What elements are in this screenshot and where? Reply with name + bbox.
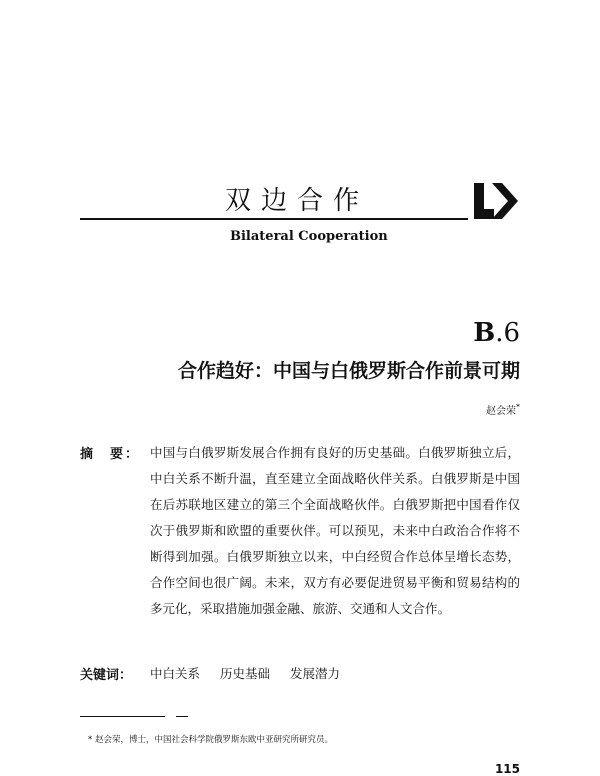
abstract-text: 中国与白俄罗斯发展合作拥有良好的历史基础。白俄罗斯独立后，中白关系不断升温，直至建立全面战略伙伴关系。白俄罗斯是中国在后苏联地区建立的第三个全面战略伙伴。白俄罗斯把中国看作仅次于俄罗斯和欧盟的重要伙伴。可以预见，未来中白政治合作将不断得到加强。白俄罗斯独立以来，中白经贸合作总体呈增长态势，合作空间也很广阔。未来，双方有必要促进贸易平衡和贸易结构的多元化，采取措施加强金融、旅游、交通和人文合作。 (150, 445, 520, 616)
keyword-item: 历史基础 (220, 666, 271, 681)
chapter-number (473, 318, 520, 348)
page-number: 115 (494, 762, 520, 776)
section-subtitle: Bilateral Cooperation (230, 229, 388, 244)
author-name: 赵会荣 (486, 406, 516, 417)
author (486, 402, 520, 417)
section-title: 双边合作 (225, 186, 370, 216)
footnote-rule-short (176, 716, 188, 717)
keywords-list (150, 664, 356, 682)
abstract-label: 摘 要： (80, 447, 141, 462)
footnote: * 赵会荣，博士，中国社会科学院俄罗斯东欧中亚研究所研究员。 (88, 735, 333, 745)
keyword-item: 中白关系 (150, 666, 201, 681)
keywords-label: 关键词： (80, 668, 133, 683)
section-rule (80, 218, 468, 220)
article-title: 合作趋好：中国与白俄罗斯合作前景可期 (177, 360, 520, 382)
author-footnote-mark: * (516, 402, 520, 412)
chapter-letter: B (473, 318, 496, 348)
keyword-item: 发展潜力 (290, 666, 341, 681)
footnote-rule (80, 716, 165, 717)
blue-book-logo-icon (470, 175, 520, 227)
chapter-index: .6 (495, 318, 520, 348)
